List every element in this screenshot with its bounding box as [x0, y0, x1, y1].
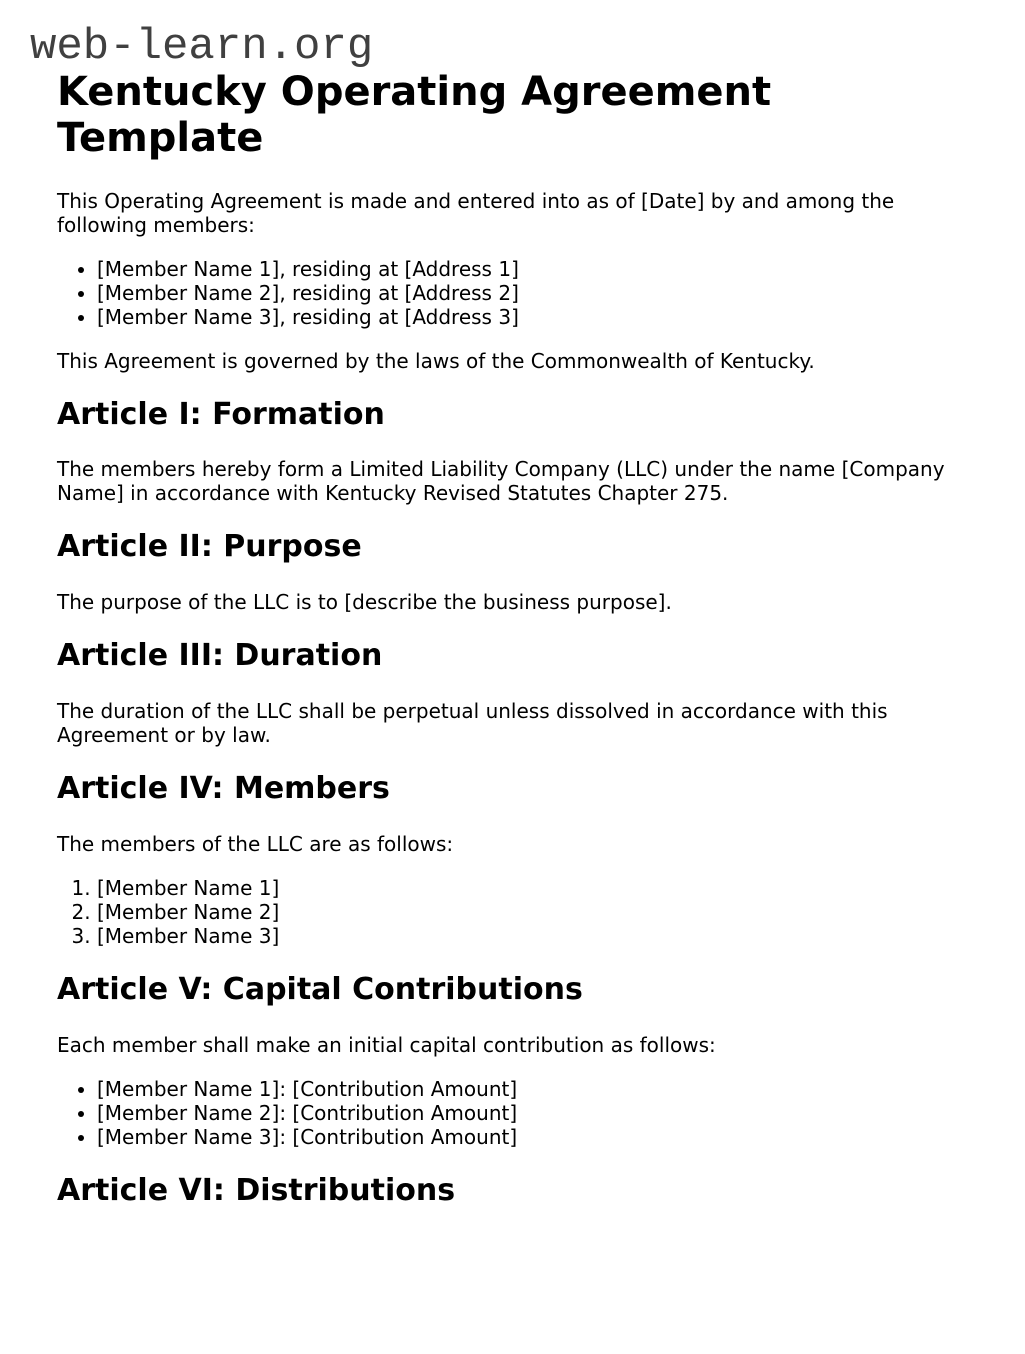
list-item: 2. [Member Name 2] — [97, 900, 968, 924]
article-5-heading: Article V: Capital Contributions — [57, 971, 583, 1007]
list-item: 3. [Member Name 3] — [97, 924, 968, 948]
member-numbered-list — [57, 876, 968, 948]
article-5-body: Each member shall make an initial capital contribution as follows: — [57, 1032, 716, 1057]
document-body — [57, 69, 968, 1209]
list-item: • [Member Name 1], residing at [Address 1] — [97, 257, 968, 281]
article-3-heading: Article III: Duration — [57, 638, 383, 674]
article-4-heading: Article IV: Members — [57, 770, 390, 806]
list-item: • [Member Name 3], residing at [Address 3] — [97, 305, 968, 329]
list-item: 1. [Member Name 1] — [97, 876, 968, 900]
article-4-body: The members of the LLC are as follows: — [57, 831, 454, 856]
intro-paragraph: This Operating Agreement is made and entered into as of [Date] by and among the following members: — [57, 188, 895, 237]
article-2-body: The purpose of the LLC is to [describe the business purpose]. — [57, 590, 672, 615]
member-residence-list — [57, 257, 968, 329]
site-logo: web-learn.org — [30, 22, 374, 72]
contribution-list — [57, 1077, 968, 1149]
article-3-body: The duration of the LLC shall be perpetual unless dissolved in accordance with this Agreement or by law. — [57, 698, 888, 747]
list-item: • [Member Name 2], residing at [Address 2] — [97, 281, 968, 305]
list-item: • [Member Name 2]: [Contribution Amount] — [97, 1101, 968, 1125]
article-1-heading: Article I: Formation — [57, 396, 385, 432]
list-item: • [Member Name 3]: [Contribution Amount] — [97, 1125, 968, 1149]
article-6-heading: Article VI: Distributions — [57, 1172, 456, 1208]
article-2-heading: Article II: Purpose — [57, 529, 362, 565]
list-item: • [Member Name 1]: [Contribution Amount] — [97, 1077, 968, 1101]
document-page — [0, 22, 1025, 1354]
page-title: Kentucky Operating Agreement Template — [57, 68, 772, 162]
article-1-body: The members hereby form a Limited Liability Company (LLC) under the name [Company Name] in accordance with Kentucky Revised Statutes Chapter 275. — [57, 457, 945, 506]
governing-law-paragraph: This Agreement is governed by the laws of the Commonwealth of Kentucky. — [57, 348, 815, 373]
